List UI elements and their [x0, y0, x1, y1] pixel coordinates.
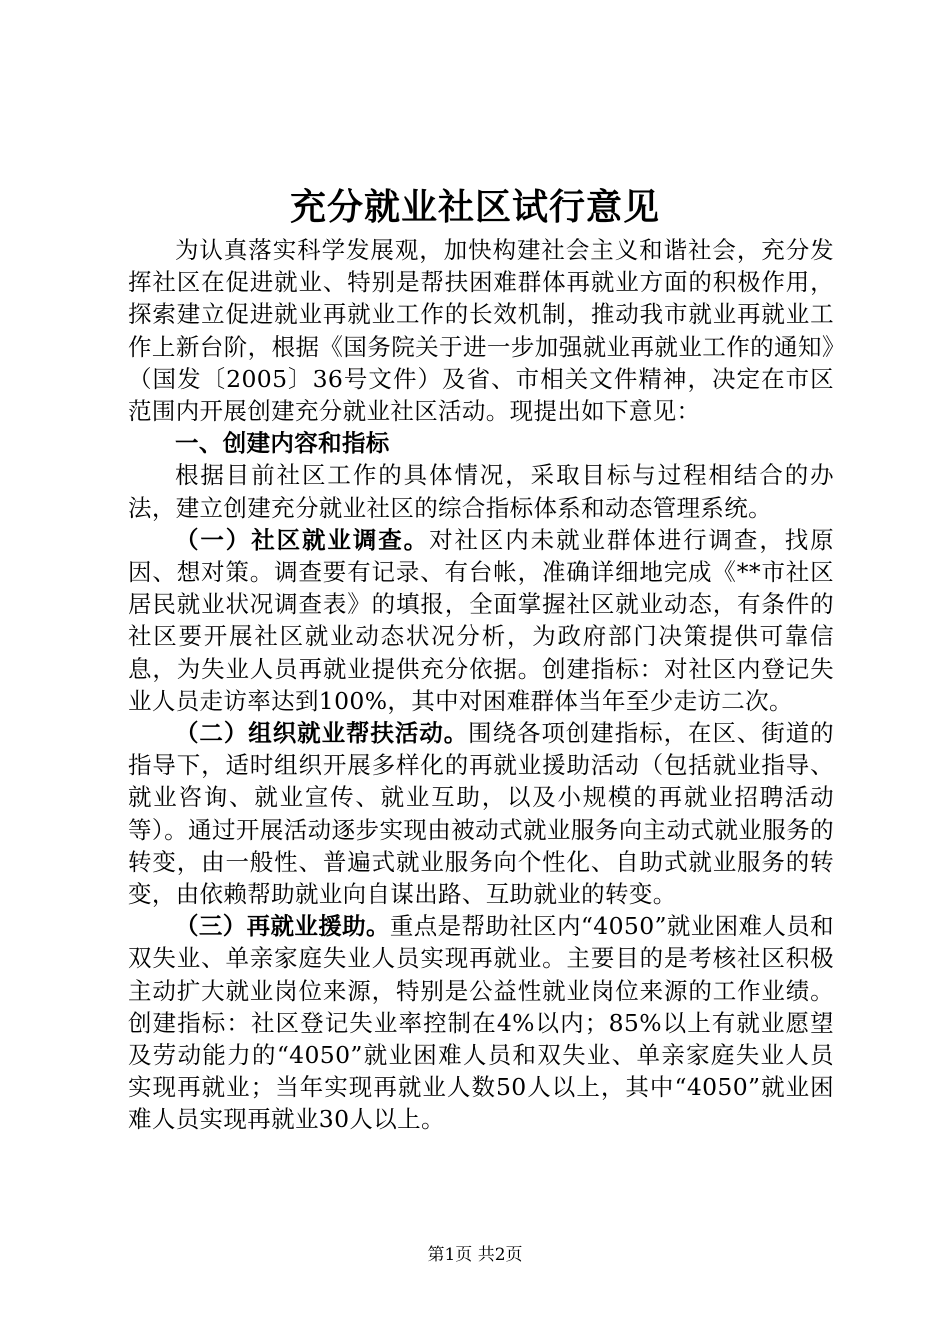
item-paragraph-1	[128, 524, 834, 717]
item-paragraph-3	[128, 910, 834, 1135]
item-paragraph-2	[128, 717, 834, 910]
page-footer: 第1页 共2页	[427, 1245, 523, 1265]
document-body	[128, 234, 834, 1136]
item-text-3: 重点是帮助社区内“4050”就业困难人员和双失业、单亲家庭失业人员实现再就业。主要目的是考核社区积极主动扩大就业岗位来源，特别是公益性就业岗位来源的工作业绩。创建指标：社区登记失业率控制在4%以内；85%以上有就业愿望及劳动能力的“4050”就业困难人员和双失业、单亲家庭失业人员实现再就业；当年实现再就业人数50人以上，其中“4050”就业困难人员实现再就业30人以上。	[128, 912, 834, 1134]
item-heading-3: （三）再就业援助。	[175, 912, 390, 941]
item-heading-2: （二）组织就业帮扶活动。	[175, 719, 469, 748]
section-heading: 一、创建内容和指标	[175, 429, 390, 458]
item-text-1: 对社区内未就业群体进行调查，找原因、想对策。调查要有记录、有台帐，准确详细地完成《**市社区居民就业状况调查表》的填报，全面掌握社区就业动态，有条件的社区要开展社区就业动态状况分析，为政府部门决策提供可靠信息，为失业人员再就业提供充分依据。创建指标：对社区内登记失业人员走访率达到100%，其中对困难群体当年至少走访二次。	[128, 525, 834, 715]
item-text-2: 围绕各项创建指标，在区、街道的指导下，适时组织开展多样化的再就业援助活动（包括就业指导、就业咨询、就业宣传、就业互助，以及小规模的再就业招聘活动等）。通过开展活动逐步实现由被动式就业服务向主动式就业服务的转变，由一般性、普遍式就业服务向个性化、自助式就业服务的转变，由依赖帮助就业向自谋出路、互助就业的转变。	[128, 719, 835, 909]
section-intro-paragraph: 根据目前社区工作的具体情况，采取目标与过程相结合的办法，建立创建充分就业社区的综合指标体系和动态管理系统。	[128, 461, 834, 522]
item-heading-1: （一）社区就业调查。	[175, 525, 430, 554]
intro-paragraph: 为认真落实科学发展观，加快构建社会主义和谐社会，充分发挥社区在促进就业、特别是帮扶困难群体再就业方面的积极作用，探索建立促进就业再就业工作的长效机制，推动我市就业再就业工作上新台阶，根据《国务院关于进一步加强就业再就业工作的通知》（国发〔2005〕36号文件）及省、市相关文件精神，决定在市区范围内开展创建充分就业社区活动。现提出如下意见：	[128, 236, 834, 426]
document-title: 充分就业社区试行意见	[289, 187, 660, 228]
